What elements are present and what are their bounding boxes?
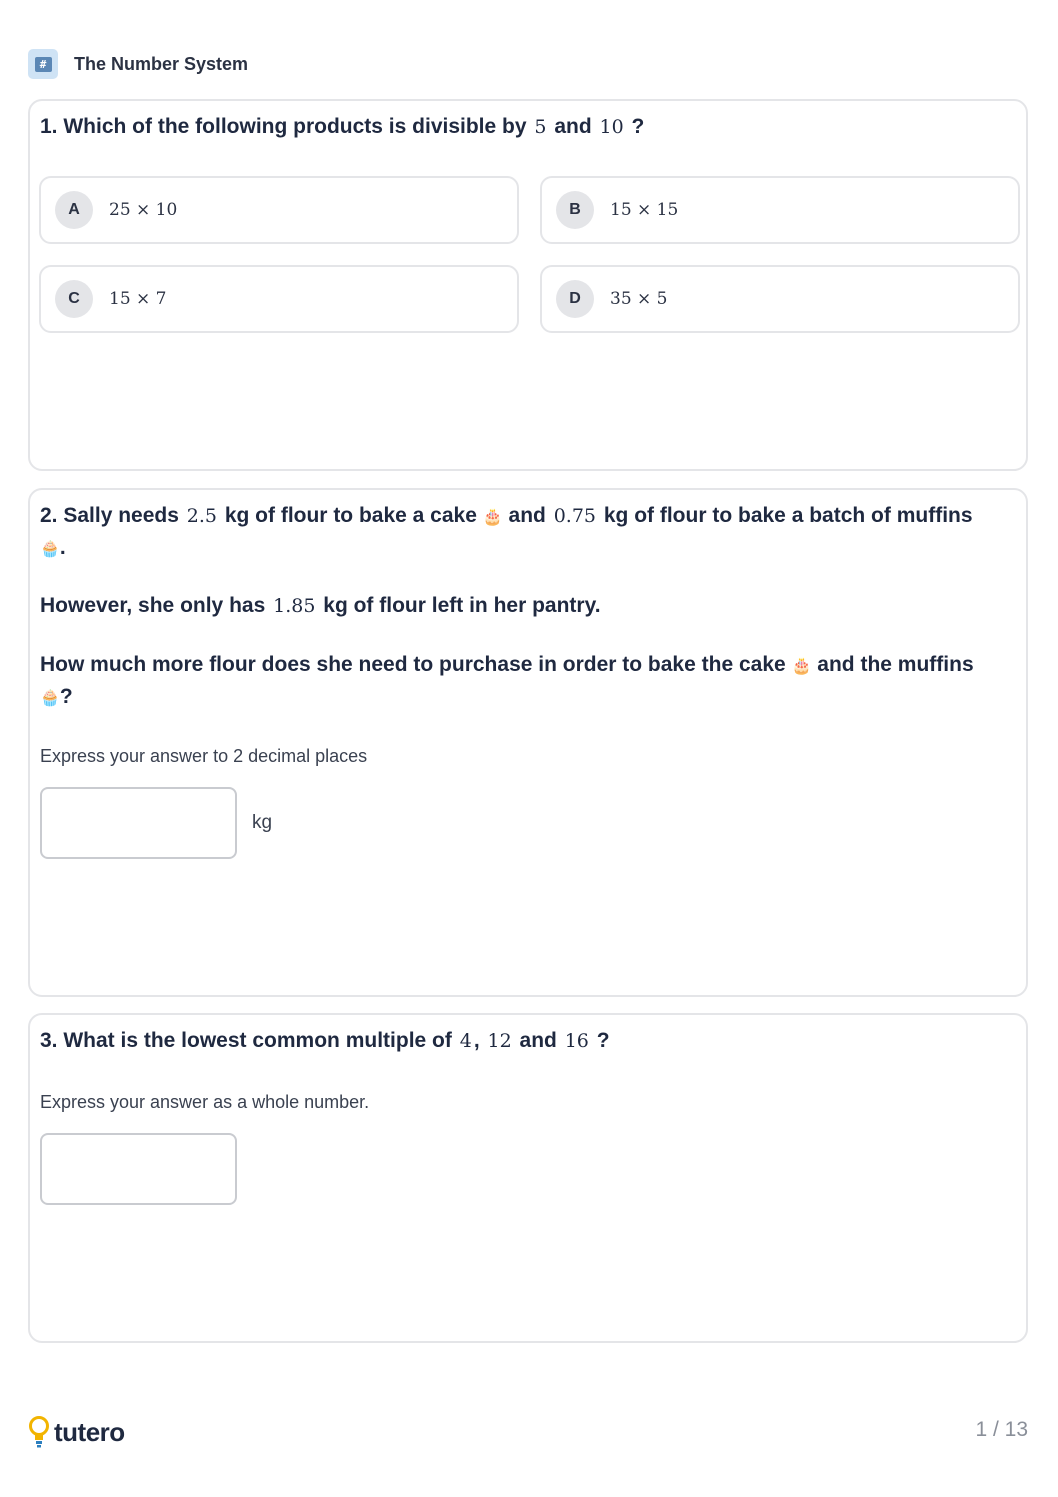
question-2-answer-input[interactable]	[40, 787, 237, 859]
question-2-paragraph-3: How much more flour does she need to purchase in order to bake the cake 🎂 and the muffins 🧁?	[40, 653, 974, 708]
question-2-paragraph-2: However, she only has 1.85 kg of flour left in her pantry.	[40, 594, 601, 617]
question-1-text: 1. Which of the following products is divisible by 5 and 10 ?	[40, 115, 645, 138]
option-expression: 35 × 5	[610, 289, 668, 309]
question-3-card	[28, 1013, 1028, 1343]
question-3-hint: Express your answer as a whole number.	[40, 1092, 370, 1112]
cake-icon: 🎂	[482, 509, 503, 526]
option-letter: C	[55, 280, 93, 318]
question-1-card	[28, 99, 1028, 471]
option-d[interactable]	[540, 265, 1020, 333]
option-letter: B	[556, 191, 594, 229]
question-3-text: 3. What is the lowest common multiple of 4, 12 and 16 ?	[40, 1029, 610, 1052]
option-expression: 15 × 7	[109, 289, 167, 309]
worksheet-title: The Number System	[74, 53, 249, 74]
muffin-icon: 🧁	[40, 690, 60, 707]
logo-wordmark: tutero	[54, 1416, 125, 1447]
option-b[interactable]	[540, 176, 1020, 244]
worksheet-header	[28, 49, 248, 79]
cake-icon: 🎂	[791, 658, 812, 675]
muffin-icon: 🧁	[40, 541, 60, 558]
option-expression: 25 × 10	[109, 200, 178, 220]
hash-icon: #	[28, 49, 58, 79]
unit-label: kg	[252, 812, 273, 833]
option-letter: A	[55, 191, 93, 229]
question-2-paragraph-1: 2. Sally needs 2.5 kg of flour to bake a cake 🎂 and 0.75 kg of flour to bake a batch of muffins 🧁.	[40, 504, 973, 559]
option-expression: 15 × 15	[610, 200, 679, 220]
lightbulb-icon	[28, 1416, 50, 1448]
option-a[interactable]	[39, 176, 519, 244]
question-2-card	[28, 488, 1028, 997]
page-number: 1 / 13	[975, 1418, 1028, 1441]
option-c[interactable]	[39, 265, 519, 333]
question-2-hint: Express your answer to 2 decimal places	[40, 746, 368, 766]
option-letter: D	[556, 280, 594, 318]
question-3-answer-input[interactable]	[40, 1133, 237, 1205]
tutero-logo	[28, 1416, 125, 1448]
